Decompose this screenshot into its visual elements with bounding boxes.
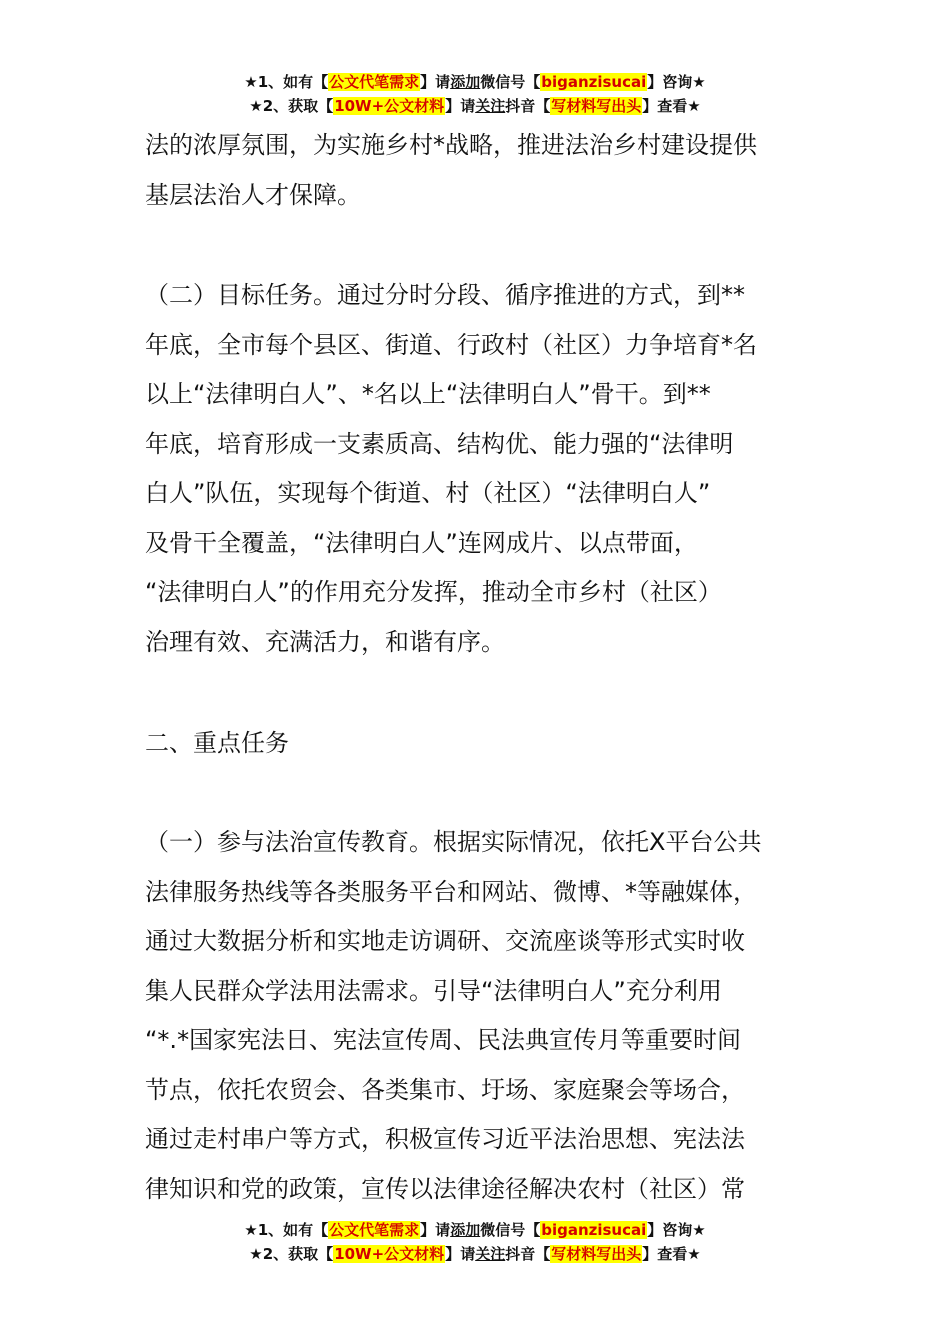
text-line: 集人民群众学法用法需求。引导“法律明白人”充分利用 xyxy=(145,976,722,1005)
banner-text: 】咨询★ xyxy=(647,73,706,91)
banner-line-2 xyxy=(0,1242,950,1266)
banner-line-1 xyxy=(0,1218,950,1242)
text-line: 以上“法律明白人”、*名以上“法律明白人”骨干。到** xyxy=(145,380,711,408)
header-banner xyxy=(0,70,950,118)
banner-text: 】请 xyxy=(445,1245,476,1263)
text-line: 通过大数据分析和实地走访调研、交流座谈等形式实时收 xyxy=(145,927,745,955)
text-line: 白人”队伍，实现每个街道、村（社区）“法律明白人” xyxy=(145,479,711,507)
text-line: （一）参与法治宣传教育。根据实际情况，依托X平台公共 xyxy=(145,828,762,856)
text-line: 基层法治人才保障。 xyxy=(145,180,361,209)
text-line: “*.*国家宪法日、宪法宣传周、民法典宣传月等重要时间 xyxy=(145,1026,742,1054)
section-heading xyxy=(145,719,805,769)
banner-text: 抖音【 xyxy=(505,1245,551,1263)
banner-text: ★1、如有【 xyxy=(244,73,329,91)
banner-highlight: 写材料写出头 xyxy=(551,97,642,115)
banner-text: 】请 xyxy=(420,73,451,91)
banner-text: 】请 xyxy=(420,1221,451,1239)
banner-highlight: 公文代笔需求 xyxy=(329,1221,420,1239)
text-line: 年底，全市每个县区、街道、行政村（社区）力争培育*名 xyxy=(145,330,757,359)
banner-text: 】查看★ xyxy=(642,1245,701,1263)
banner-text: 微信号【 xyxy=(480,73,541,91)
banner-line-1 xyxy=(0,70,950,94)
banner-highlight: 10W+公文材料 xyxy=(334,97,445,115)
paragraph-target-tasks xyxy=(145,271,805,667)
text-line: 通过走村串户等方式，积极宣传习近平法治思想、宪法法 xyxy=(145,1125,745,1153)
banner-line-2 xyxy=(0,94,950,118)
text-line: “法律明白人”的作用充分发挥，推动全市乡村（社区） xyxy=(145,578,722,606)
text-line: 节点，依托农贸会、各类集市、圩场、家庭聚会等场合， xyxy=(145,1075,745,1104)
banner-text: 】请 xyxy=(445,97,476,115)
text-line: 律知识和党的政策，宣传以法律途径解决农村（社区）常 xyxy=(145,1174,745,1203)
banner-text: ★2、获取【 xyxy=(249,1245,334,1263)
paragraph-intro-end xyxy=(145,121,805,220)
banner-text: ★2、获取【 xyxy=(249,97,334,115)
banner-underlined: 添加 xyxy=(450,1221,481,1239)
banner-highlight: 10W+公文材料 xyxy=(334,1245,445,1263)
banner-text: 抖音【 xyxy=(505,97,551,115)
text-line: （二）目标任务。通过分时分段、循序推进的方式，到** xyxy=(145,281,745,309)
banner-text: ★1、如有【 xyxy=(244,1221,329,1239)
text-line: 法的浓厚氛围，为实施乡村*战略，推进法治乡村建设提供 xyxy=(145,131,757,159)
paragraph-legal-education xyxy=(145,818,805,1214)
text-line: 及骨干全覆盖，“法律明白人”连网成片、以点带面， xyxy=(145,528,698,557)
banner-text: 微信号【 xyxy=(480,1221,541,1239)
text-line: 年底，培育形成一支素质高、结构优、能力强的“法律明 xyxy=(145,429,734,458)
text-line: 治理有效、充满活力，和谐有序。 xyxy=(145,627,505,656)
banner-highlight: 写材料写出头 xyxy=(551,1245,642,1263)
footer-banner xyxy=(0,1218,950,1266)
banner-text: 】查看★ xyxy=(642,97,701,115)
banner-highlight: biganzisucai xyxy=(541,73,647,91)
text-line: 法律服务热线等各类服务平台和网站、微博、*等融媒体， xyxy=(145,877,757,906)
banner-highlight: biganzisucai xyxy=(541,1221,647,1239)
banner-underlined: 关注 xyxy=(475,97,506,115)
banner-highlight: 公文代笔需求 xyxy=(329,73,420,91)
banner-underlined: 关注 xyxy=(475,1245,506,1263)
heading-text: 二、重点任务 xyxy=(145,729,289,757)
banner-text: 】咨询★ xyxy=(647,1221,706,1239)
banner-underlined: 添加 xyxy=(450,73,481,91)
